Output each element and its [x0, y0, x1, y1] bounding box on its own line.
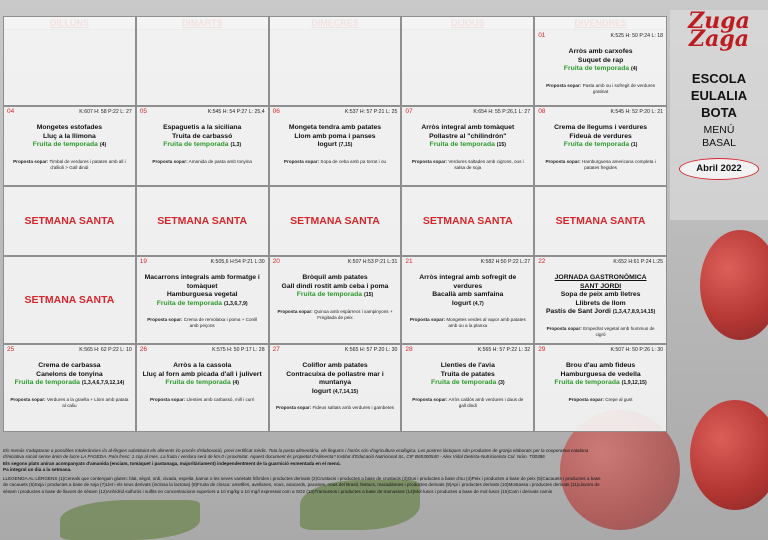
dinner-label: Proposta sopar: [546, 82, 582, 88]
date-row [137, 107, 268, 117]
menu-type: MENÚ BASAL [702, 124, 736, 149]
date-number: 04 [7, 108, 15, 115]
dinner-text: Amanida de pasta amb tonyina [188, 158, 252, 164]
dish-name: Iogurt [311, 387, 332, 395]
dinner-suggestion [535, 83, 666, 95]
dinner-suggestion [137, 317, 268, 329]
dish-item [274, 133, 397, 142]
date-row [270, 345, 401, 355]
dish-name: Truita de carbassó [172, 132, 233, 140]
dinner-label: Proposta sopar: [283, 158, 320, 164]
date-number: 21 [405, 258, 413, 265]
menu-cell [3, 106, 136, 186]
holiday-label: SETMANA SANTA [422, 215, 513, 227]
dish-name: Crema de carbassa [38, 362, 101, 369]
allergen-codes: (4,7) [473, 300, 484, 307]
allergen-codes: (1,3,4,7,8,9,14,15) [612, 309, 656, 315]
dish-item [141, 291, 264, 300]
fruit-label: Fruita de temporada [14, 379, 80, 386]
bread-note: Pa integral un dia a la setmana. [3, 466, 72, 472]
fruit-line [8, 141, 131, 150]
dish-name: Fideuà de verdures [569, 132, 632, 140]
allergen-codes: (15) [496, 142, 507, 148]
fruit-line [141, 300, 264, 309]
fruit-line [406, 379, 529, 388]
dinner-label: Proposta sopar: [13, 158, 49, 164]
menu-cell [534, 256, 667, 344]
date-number: 26 [139, 346, 148, 353]
date-number: 28 [405, 346, 413, 353]
menu-cell [534, 106, 667, 186]
fruit-label: Fruita de temporada [32, 141, 98, 148]
allergen-codes: (4,7,14,15) [333, 388, 359, 395]
nutrition-info: K:582 H:50 P:22 L:27 [480, 259, 531, 265]
dinner-text: Sopa de ceba amb pa torrat i ou [320, 158, 387, 164]
fruit-label: Fruita de temporada [165, 379, 231, 386]
menu-cell [401, 256, 534, 344]
menu-cell [269, 16, 402, 106]
nutrition-info: K:507 H: 50 P:26 L: 30 [610, 347, 663, 353]
menu-cell [401, 344, 534, 432]
tomato-decoration [690, 400, 768, 510]
dish-name: Llibrets de llom [575, 299, 626, 307]
menu-cell [3, 256, 136, 344]
holiday-label: SETMANA SANTA [290, 215, 380, 227]
menu-cell [136, 106, 269, 186]
fruit-line [539, 379, 662, 388]
accompaniment-note: Els segons plats aniran acompanyats d'amanida (enciam, tomàquet i pastanaga, majoritàriament) independentment de la guarnició esmentada en el menú. [3, 460, 341, 466]
dish-list [535, 48, 666, 74]
menu-grid [3, 16, 667, 440]
dish-name: Canelons de tonyina [36, 370, 103, 378]
dish-list [270, 274, 401, 300]
dinner-suggestion [270, 309, 401, 321]
dish-item [539, 124, 662, 133]
dish-item [274, 371, 397, 388]
dinner-label: Proposta sopar: [10, 396, 46, 402]
dish-item [141, 362, 264, 371]
dish-item [539, 48, 662, 57]
dish-name: Hamburguesa de vedella [560, 370, 641, 378]
dinner-label: Proposta sopar: [276, 405, 312, 410]
date-number: 20 [272, 258, 280, 265]
dinner-label: Proposta sopar: [152, 158, 188, 164]
menu-cell [269, 256, 402, 344]
dish-item [274, 388, 397, 397]
date-row [137, 345, 268, 355]
allergen-codes: (3) [498, 380, 505, 386]
dinner-suggestion [270, 159, 401, 165]
dish-item [141, 133, 264, 142]
dinner-suggestion [535, 326, 666, 338]
menu-cell [136, 16, 269, 106]
nutrition-info: K:565 H: 57 P:22 L: 32 [477, 347, 531, 353]
menu-cell [269, 186, 402, 256]
dinner-label: Proposta sopar: [147, 317, 183, 322]
dish-name: Espaguetis a la siciliana [163, 124, 242, 131]
dish-name: Truita de patates [440, 370, 495, 378]
dish-name: Pastís de Sant Jordi [545, 308, 611, 315]
fruit-label: Fruita de temporada [156, 299, 223, 307]
dish-item [539, 300, 662, 309]
dish-name: Llom amb poma i panses [294, 132, 376, 140]
menu-cell [269, 344, 402, 432]
dish-item [539, 371, 662, 380]
nutrition-info: K:607 H: 58 P:22 L: 27 [79, 109, 132, 115]
dinner-label: Proposta sopar: [412, 396, 448, 402]
dish-item [539, 362, 662, 371]
allergen-codes: (4) [631, 66, 638, 72]
dish-name: JORNADA GASTRONÒMICA [554, 274, 647, 281]
menu-cell [534, 186, 667, 256]
dinner-text: Fideus saltats amb verdures i gambetes [312, 405, 394, 410]
fruit-label: Fruita de temporada [429, 141, 495, 148]
date-row [535, 107, 666, 117]
nutrition-info: K:565 H: 62 P:22 L: 10 [79, 347, 132, 353]
fruit-line [539, 65, 662, 74]
dish-name: Lluç a la llimona [42, 132, 96, 140]
dish-name: Hamburguesa vegetal [166, 291, 238, 298]
dish-item [406, 362, 529, 371]
dish-name: Arròs integral amb sofregit de verdures [419, 274, 517, 290]
dish-name: Macarrons integrals amb formatge i tomàquet [144, 274, 260, 290]
dinner-suggestion [137, 397, 268, 403]
dish-name: Crema de llegums i verdures [554, 124, 648, 131]
dish-item [406, 124, 529, 133]
dinner-suggestion [270, 405, 401, 411]
dinner-text: Timbal de verdures i patates amb all i d'allioli > Gall dindi [49, 158, 126, 170]
date-row [402, 257, 533, 267]
dish-item [406, 274, 529, 291]
nutrition-info: K:545 H: 52 P:20 L: 21 [610, 109, 663, 115]
dish-name: Arròs a la cassola [173, 362, 232, 369]
dish-list [402, 274, 533, 308]
date-row [4, 107, 135, 117]
dish-item [274, 141, 397, 150]
dinner-text: Quinoa amb espàrrecs i xampinyons + Fregitada de peix [313, 308, 393, 320]
dish-item [274, 362, 397, 371]
side-panel [670, 10, 768, 220]
nutrition-info: K:575 H: 50 P:17 L: 28 [212, 347, 265, 353]
dish-name: Sopa de peix amb lletres [560, 291, 641, 298]
dish-item [141, 371, 264, 380]
dinner-label: Proposta sopar: [409, 317, 446, 322]
dish-item [539, 133, 662, 142]
date-number: 22 [538, 258, 546, 265]
holiday-label: SETMANA SANTA [555, 215, 646, 227]
dish-item [274, 283, 397, 292]
dish-item [274, 274, 397, 283]
dish-item [406, 300, 529, 309]
dish-name: Arròs amb carxofes [568, 48, 633, 55]
dinner-label: Proposta sopar: [277, 308, 313, 314]
menu-cell [534, 16, 667, 106]
date-row [535, 257, 666, 267]
fruit-label: Fruita de temporada [554, 379, 620, 386]
dish-item [539, 283, 662, 292]
fruit-line [8, 379, 131, 388]
date-number: 19 [139, 258, 148, 265]
allergen-codes: (4) [232, 380, 239, 386]
fruit-label: Fruita de temporada [563, 141, 630, 148]
nutrition-info: K:537 H: 57 P:21 L: 25 [344, 109, 398, 115]
dish-item [141, 274, 264, 291]
dinner-text: Crepe al gust [605, 396, 633, 402]
dish-list [535, 124, 666, 150]
dish-list [4, 362, 135, 388]
dish-name: Contracuixa de pollastre mar i muntanya [286, 370, 384, 386]
dinner-label: Proposta sopar: [545, 158, 581, 164]
dinner-suggestion [402, 397, 533, 409]
nutrition-info: K:525 H: 50 P:24 L: 18 [610, 33, 663, 39]
dish-list [270, 362, 401, 396]
dish-name: Coliflor amb patates [302, 362, 368, 369]
date-row [535, 31, 666, 41]
allergen-codes: (1,3,4,6,7,9,12,14) [81, 380, 125, 386]
date-row [4, 345, 135, 355]
dish-name: Llenties de l'avia [440, 362, 495, 369]
holiday-label: SETMANA SANTA [24, 215, 115, 227]
fruit-label: Fruita de temporada [296, 291, 363, 298]
fruit-line [141, 379, 264, 388]
date-number: 07 [405, 108, 413, 115]
dish-name: Pollastre al "chilindrón" [429, 132, 507, 140]
dish-name: Lluç al forn amb picada d'all i julivert [142, 370, 262, 378]
dinner-suggestion [402, 317, 533, 329]
allergen-legend: LLEGENDA AL·LÈRGENS (1)Cereals que contenguin gluten: blat, sègol, ordi, civada, espelta ,kamut o les seves varietats híbrides i productes derivats (2)Crustacis i productes a base de crustacis (3)Ous i productes a base d'ou (4)Peix i productes a base de peix (5)Cacauets i productes a base de cacauets (6)Soja i productes a base de soja (7)Llet i els seus derivats (inclosa la lactosa) (8)Fruita de closca: ametlles, avellanes, nous, anacards, pacanes, nous del Brasil, festucs, macadàmies i productes derivats (9)Api i productes derivats (10)Mostassa i productes derivats (11)Llavors de sèsam i productes a base de llavors de sèsam (12)Anhídrid sulfurós i sulfits en concentracions superiors a 10 mg/kg o 10 mg/l expressat com a SO2 (13)Tramussos i productes a base de tramussos (14)Mol·luscs i productes a base de mol·luscs (15)Carn i derivats carnis [3, 476, 601, 494]
date-number: 05 [139, 108, 148, 115]
dish-list [402, 362, 533, 388]
nutrition-info: K:654 H: 55 P:26,1 L: 27 [473, 109, 531, 115]
dish-name: Suquet de rap [577, 56, 624, 64]
dinner-suggestion [535, 397, 666, 403]
nutrition-info: K:652 H:61 P:24 L:25 [613, 259, 663, 265]
holiday-label: SETMANA SANTA [24, 294, 115, 306]
tomato-decoration [700, 230, 768, 340]
dish-name: Arròs integral amb tomàquet [421, 124, 515, 131]
menu-cell [3, 16, 136, 106]
allergen-codes: (1,3) [230, 142, 242, 148]
dish-name: SANT JORDI [580, 282, 622, 290]
dish-item [406, 371, 529, 380]
dinner-label: Proposta sopar: [546, 325, 582, 331]
dinner-text: Verdures a la graella + Llom amb patata al caliu [46, 396, 129, 408]
holiday-label: SETMANA SANTA [157, 215, 248, 227]
date-number: 08 [538, 108, 546, 115]
dinner-text: Verdures saltades amb cigrons, ous i salsa de soja [448, 158, 524, 170]
dish-list [137, 274, 268, 308]
dinner-label: Proposta sopar: [149, 396, 186, 402]
dish-list [535, 274, 666, 317]
dish-name: Brou d'au amb fideus [565, 362, 636, 369]
dish-name: Bròquil amb patates [302, 274, 368, 281]
menu-cell [136, 256, 269, 344]
dish-item [8, 371, 131, 380]
leaf-decoration [60, 500, 200, 540]
dish-name: Iogurt [451, 299, 472, 307]
dish-name: Mongeta tendra amb patates [288, 124, 382, 131]
dish-item [8, 124, 131, 133]
nutrition-info: K:505,6 H:54 P:21 L:30 [210, 259, 265, 265]
dish-name: Gall dindi rostit amb ceba i poma [281, 282, 389, 290]
allergen-codes: (4) [99, 142, 107, 148]
dish-item [539, 291, 662, 300]
fruit-line [274, 291, 397, 300]
menu-cell [269, 106, 402, 186]
fruit-label: Fruita de temporada [431, 379, 497, 386]
nutrition-info: K:545 H: 54 P:27 L: 25,4 [207, 109, 265, 115]
date-row [270, 107, 401, 117]
date-row [535, 345, 666, 355]
menu-cell [3, 186, 136, 256]
dish-list [402, 124, 533, 150]
date-row [137, 257, 268, 267]
dish-item [406, 133, 529, 142]
dinner-text: Mongetes verdes al vapor amb patates amb ou a la planxa [446, 317, 526, 328]
menu-cell [136, 344, 269, 432]
dinner-suggestion [137, 159, 268, 165]
allergen-codes: (7,15) [338, 142, 353, 148]
dish-list [137, 362, 268, 388]
dish-name: Mongetes estofades [36, 124, 103, 131]
dinner-suggestion [4, 397, 135, 409]
dinner-text: Crema de remolatxa i poma + Conill amb peçons [183, 317, 258, 328]
dish-name: Iogurt [317, 141, 337, 148]
dinner-label: Proposta sopar: [411, 158, 448, 164]
month-badge: Abril 2022 [679, 158, 759, 180]
date-number: 27 [272, 346, 280, 353]
dish-list [137, 124, 268, 150]
notes-text: Els menús s'adaptaran a possibles intoleràncies i/o al·lèrgies substituint els aliments i/o procés d'elaboració, previ certificat mèdic. Tota la pasta alimentària, els llegums i l'arròs són d'agricultura ecològica. Les postres làctiques són productes de granja elaborats per la cooperativa catalana d'iniciativa social sense ànim de lucre LA FAGEDA. Pa/a fresc: 1 cop al mes. La fruita i verdura serà de km.0 i proximitat. Aquest document és propietat d'Alimenta'! Institut d'Educació Nutricional SL, CIF B65300540 - Alex Vidal Dietista-Nutricionista Col. Núm. T00386 [3, 448, 589, 460]
dinner-text: Arròs caldós amb verdures i daus de gall dindi [448, 396, 524, 408]
menu-cell [401, 16, 534, 106]
date-row [402, 345, 533, 355]
dish-list [535, 362, 666, 388]
date-row [270, 257, 401, 267]
dish-item [539, 274, 662, 283]
dish-list [270, 124, 401, 150]
date-number: 29 [538, 346, 546, 353]
menu-cell [534, 344, 667, 432]
nutrition-info: K:565 H: 57 P:20 L: 30 [344, 347, 398, 353]
menu-cell [401, 106, 534, 186]
dinner-suggestion [4, 159, 135, 171]
dinner-text: Hamburguesa americana completa i patates fregides [581, 158, 656, 170]
dish-item [539, 57, 662, 66]
allergen-codes: (1) [631, 142, 638, 148]
menu-cell [3, 344, 136, 432]
date-number: 01 [538, 32, 546, 39]
date-row [402, 107, 533, 117]
fruit-line [406, 141, 529, 150]
menu-cell [401, 186, 534, 256]
allergen-codes: (1,9,12,15) [621, 380, 647, 386]
zuga-zaga-logo: Zuga Zaga [688, 8, 750, 52]
dish-item [406, 291, 529, 300]
date-number: 25 [7, 346, 15, 353]
dinner-label: Proposta sopar: [568, 396, 604, 402]
dinner-text: Llenties amb carbassó, mill i curri [186, 396, 255, 402]
school-name: ESCOLA EULALIA BOTA [690, 71, 748, 120]
footer-notes [3, 448, 603, 495]
allergen-codes: (15) [363, 292, 374, 298]
dish-item [274, 124, 397, 133]
dinner-text: Pasta amb ou i sofregit de verdures gratinat [582, 82, 656, 94]
date-number: 06 [272, 108, 280, 115]
fruit-line [539, 141, 662, 150]
dish-list [4, 124, 135, 150]
dish-item [141, 124, 264, 133]
fruit-line [141, 141, 264, 150]
fruit-label: Fruita de temporada [563, 65, 630, 72]
dish-item [539, 308, 662, 317]
dinner-suggestion [402, 159, 533, 171]
dinner-suggestion [535, 159, 666, 171]
dish-name: Bacallà amb samfaina [432, 291, 504, 298]
nutrition-info: K:507 H:53 P:21 L:31 [347, 259, 398, 265]
fruit-label: Fruita de temporada [163, 141, 229, 148]
dinner-text: Empedrat vegetal amb hummus de cigró [583, 325, 655, 337]
dish-item [8, 133, 131, 142]
menu-cell [136, 186, 269, 256]
dish-item [8, 362, 131, 371]
allergen-codes: (1,3,6,7,9) [223, 300, 248, 307]
